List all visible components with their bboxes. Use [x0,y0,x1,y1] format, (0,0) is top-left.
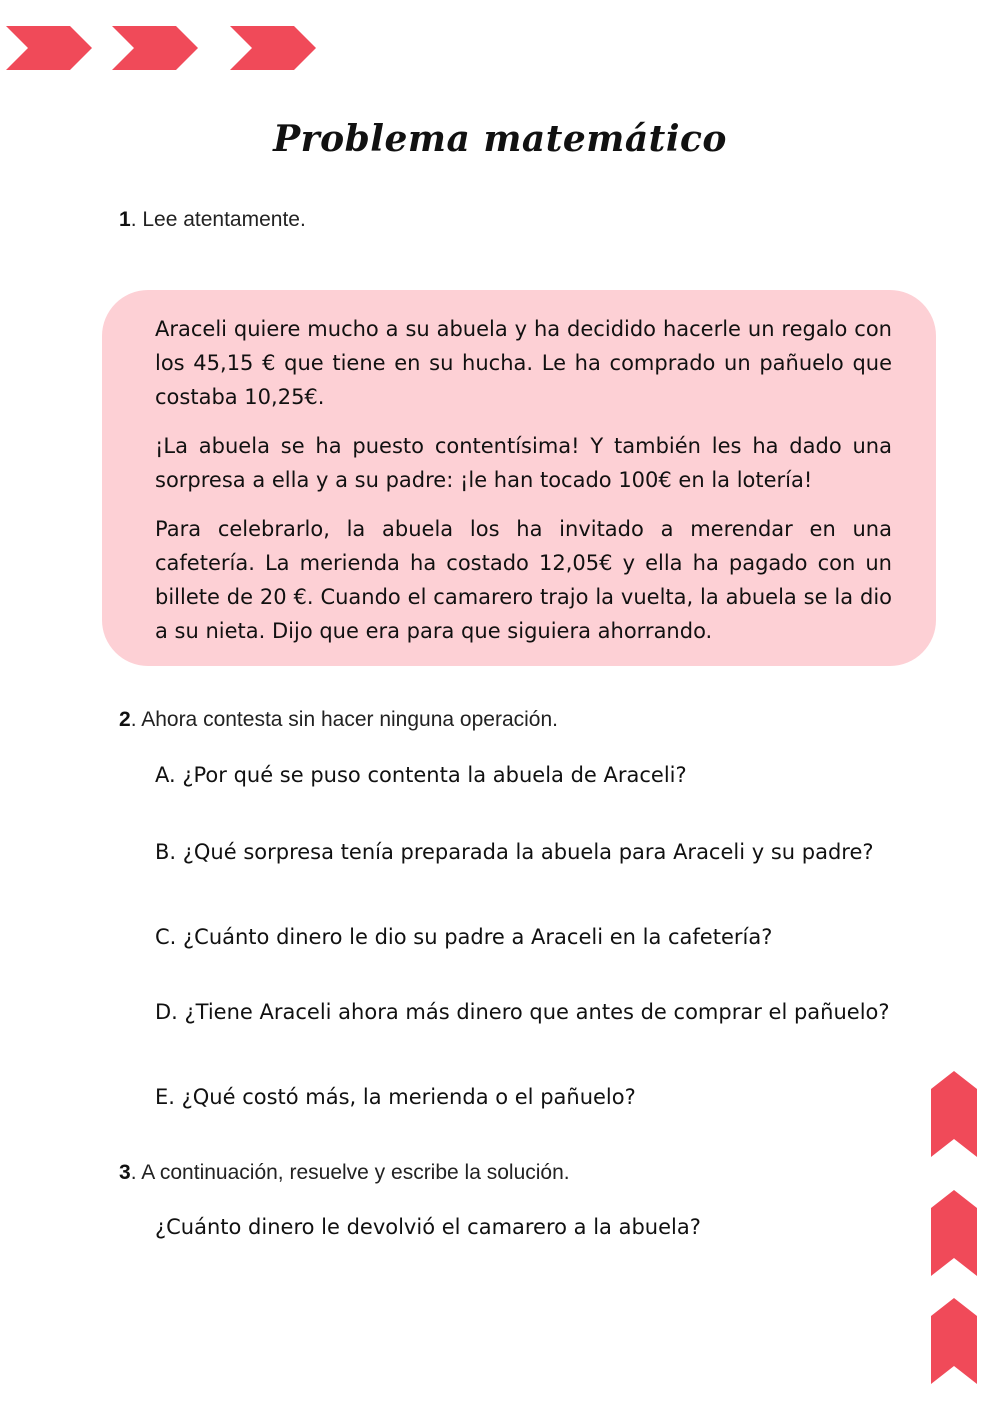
question-e: E. ¿Qué costó más, la merienda o el pañuelo? [155,1085,636,1109]
chevron-arrow-icon [112,26,198,70]
story-paragraph-1: Araceli quiere mucho a su abuela y ha decidido hacerle un regalo con los 45,15 € que tiene en su hucha. Le ha comprado un pañuelo que costaba 10,25€. [155,317,892,409]
chevron-arrow-icon [6,26,92,70]
section-3-instruction: . A continuación, resuelve y escribe la solución. [130,1161,570,1184]
section-1-instruction: . Lee atentamente. [130,208,306,231]
section-3-number: 3 [119,1161,131,1184]
section-1-number: 1 [119,208,131,231]
question-3: ¿Cuánto dinero le devolvió el camarero a la abuela? [155,1215,701,1239]
question-a: A. ¿Por qué se puso contenta la abuela de Araceli? [155,763,687,787]
ribbon-bookmark-icon [931,1190,977,1276]
question-d: D. ¿Tiene Araceli ahora más dinero que antes de comprar el pañuelo? [155,1000,890,1024]
chevron-arrow-icon [230,26,316,70]
section-3-heading [119,1161,570,1185]
story-paragraph-3: Para celebrarlo, la abuela los ha invitado a merendar en una cafetería. La merienda ha costado 12,05€ y ella ha pagado con un billete de 20 €. Cuando el camarero trajo la vuelta, la abuela se la dio a su nieta. Dijo que era para que siguiera ahorrando. [155,517,892,643]
section-2-number: 2 [119,708,131,731]
section-2-heading [119,708,558,732]
section-2-instruction: . Ahora contesta sin hacer ninguna operación. [130,708,558,731]
ribbon-bookmark-icon [931,1071,977,1157]
story-box [102,290,936,666]
page-title: Problema matemático [273,118,727,160]
section-1-heading [119,208,306,232]
top-chevron-arrows [0,24,330,72]
question-b: B. ¿Qué sorpresa tenía preparada la abuela para Araceli y su padre? [155,840,874,864]
story-paragraph-2: ¡La abuela se ha puesto contentísima! Y también les ha dado una sorpresa a ella y a su padre: ¡le han tocado 100€ en la lotería! [155,434,892,492]
ribbon-bookmark-icon [931,1298,977,1384]
question-c: C. ¿Cuánto dinero le dio su padre a Araceli en la cafetería? [155,925,773,949]
